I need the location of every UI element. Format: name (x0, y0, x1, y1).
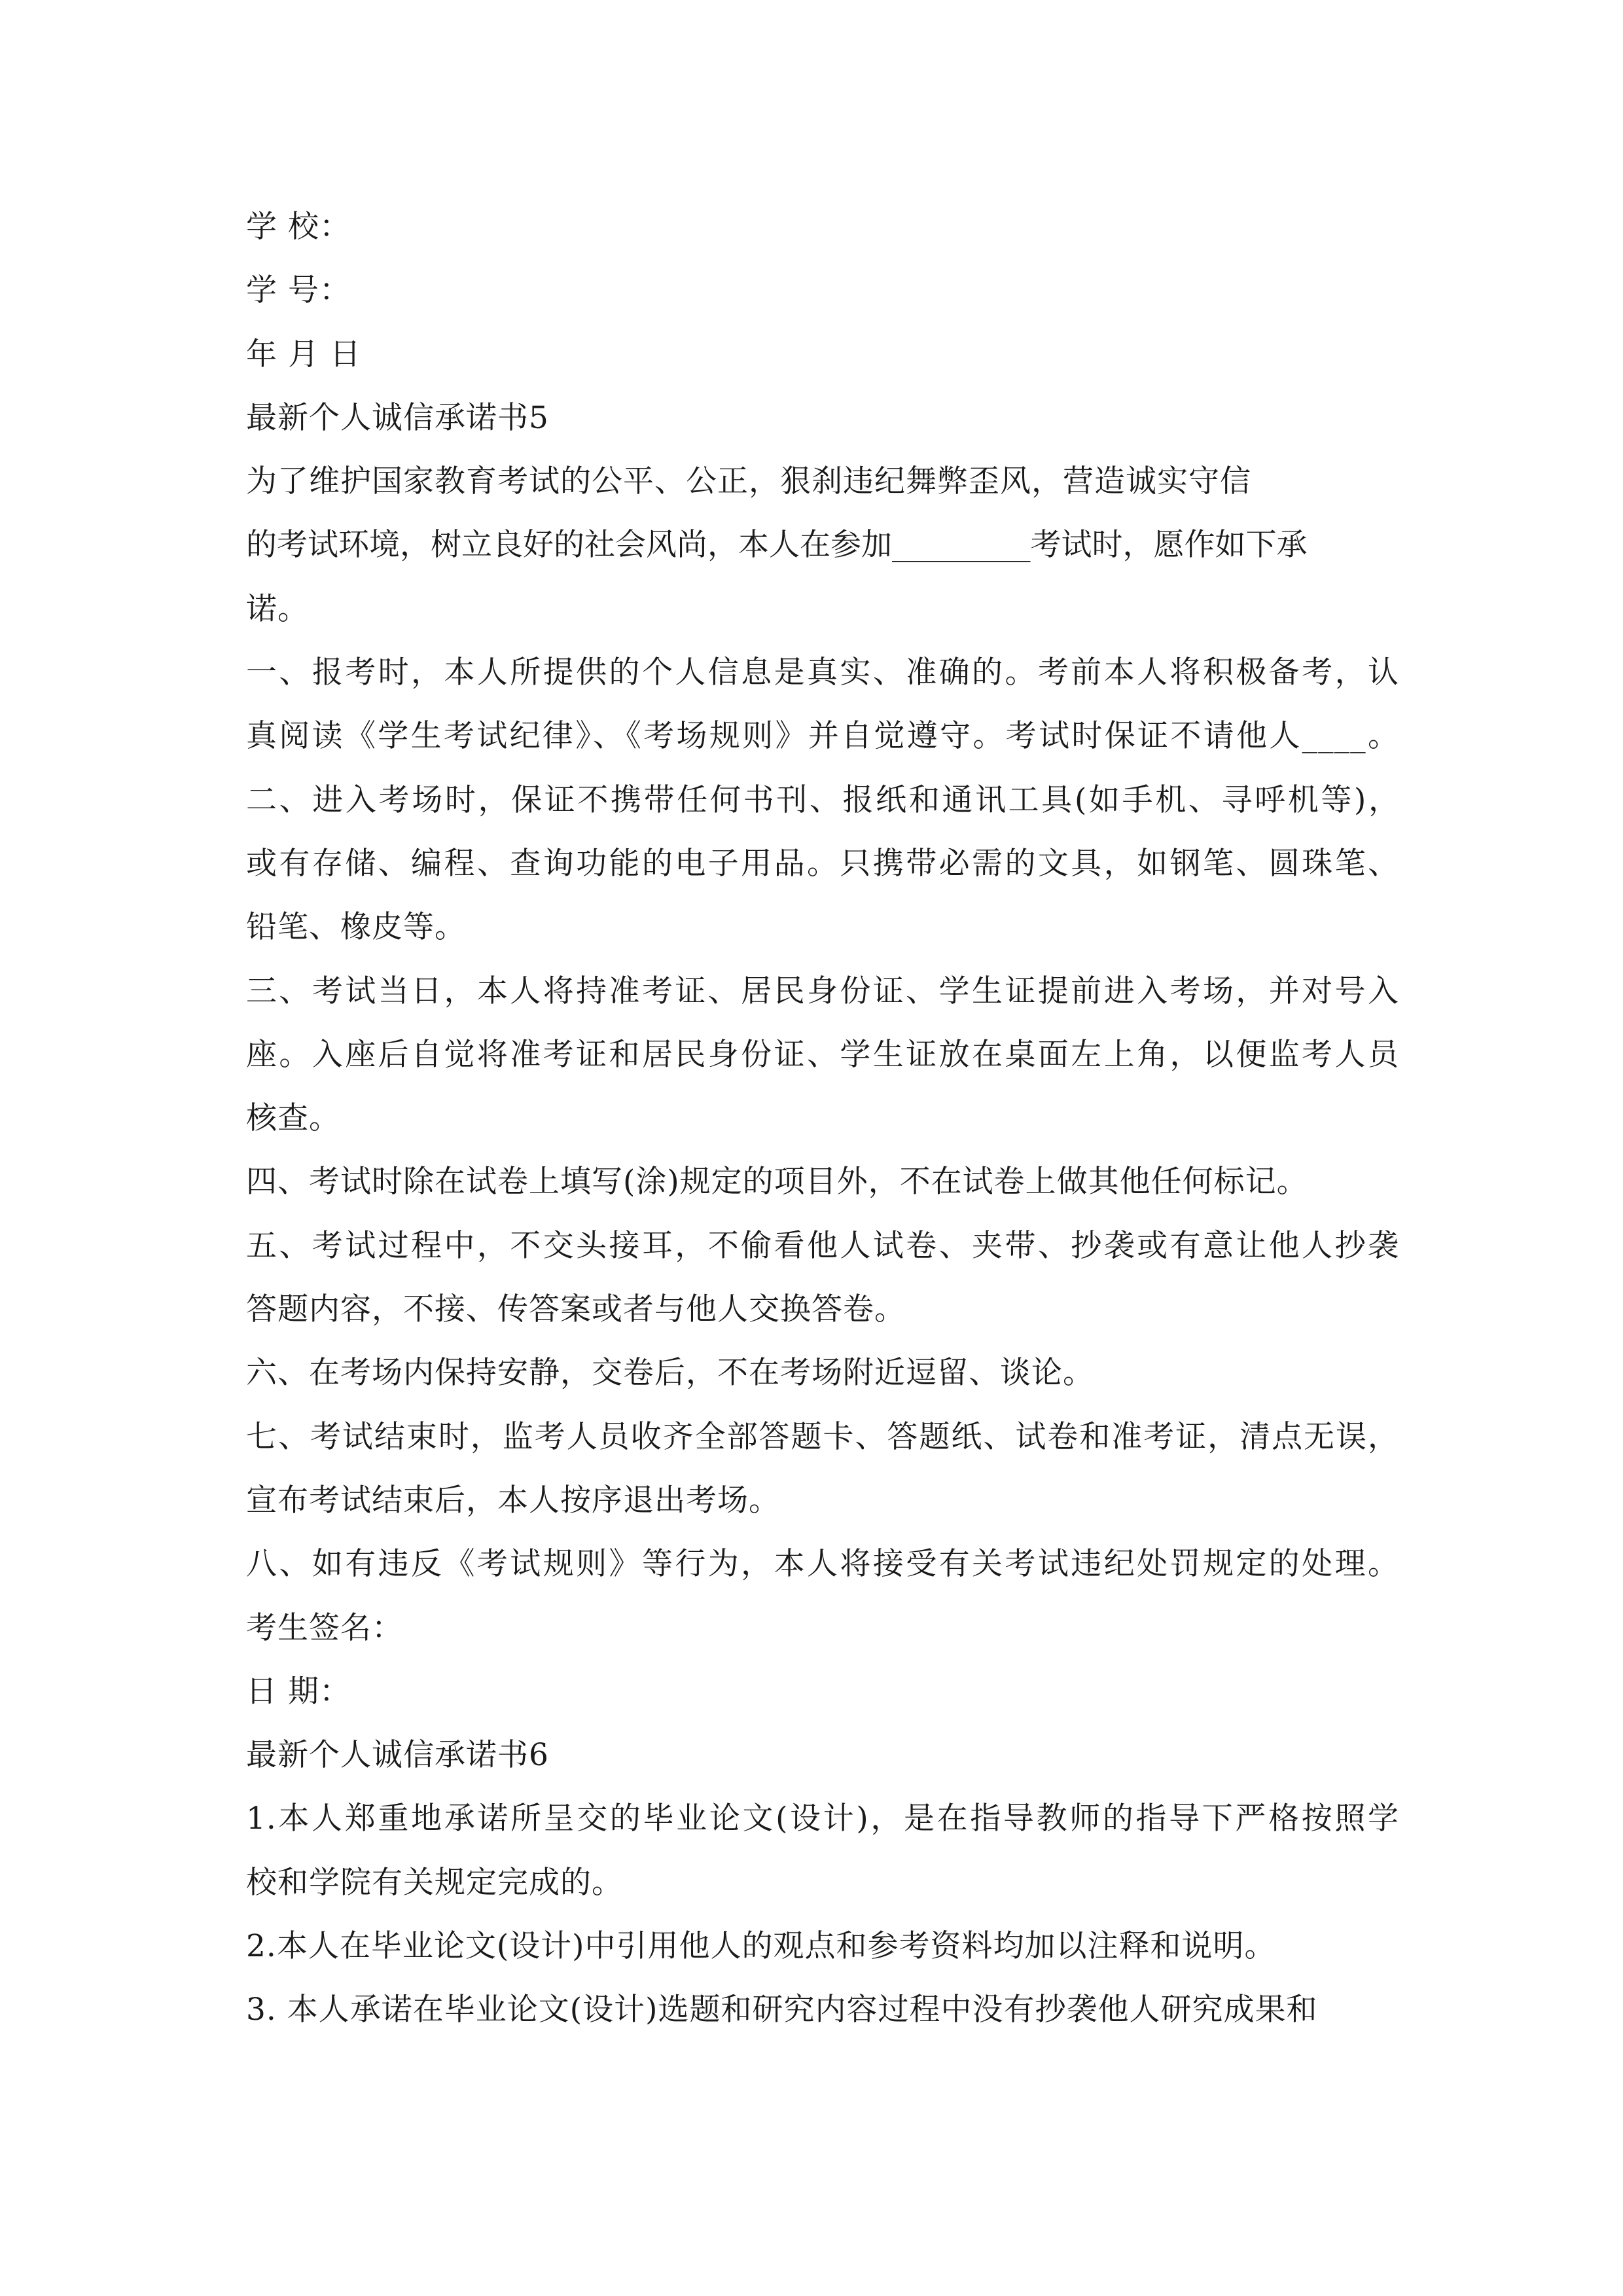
paragraph-line: 校和学院有关规定完成的。 (246, 1864, 623, 1901)
paragraph-line: 二、进入考场时，保证不携带任何书刊、报纸和通讯工具(如手机、寻呼机等)， (246, 781, 1399, 818)
paragraph-line: 五、考试过程中，不交头接耳，不偷看他人试卷、夹带、抄袭或有意让他人抄袭 (246, 1227, 1399, 1264)
paragraph-line: 3. 本人承诺在毕业论文(设计)选题和研究内容过程中没有抄袭他人研究成果和 (246, 1992, 1318, 2028)
paragraph-line: 宣布考试结束后，本人按序退出考场。 (246, 1482, 780, 1518)
paragraph-line: 核查。 (246, 1100, 340, 1137)
date-field-label: 年 月 日 (246, 336, 361, 372)
paragraph-line: 六、在考场内保持安静，交卷后，不在考场附近逗留、谈论。 (246, 1355, 1094, 1391)
school-field-label: 学 校： (246, 209, 351, 245)
section-title-5: 最新个人诚信承诺书5 (246, 399, 549, 436)
paragraph-line: 真阅读《学生考试纪律》、《考场规则》并自觉遵守。考试时保证不请他人____。 (246, 718, 1399, 755)
paragraph-line: 铅笔、橡皮等。 (246, 909, 466, 946)
paragraph-line: 七、考试结束时，监考人员收齐全部答题卡、答题纸、试卷和准考证，清点无误， (246, 1418, 1399, 1455)
paragraph-line: 或有存储、编程、查询功能的电子用品。只携带必需的文具，如钢笔、圆珠笔、 (246, 845, 1399, 882)
student-id-field-label: 学 号： (246, 272, 351, 309)
section-title-6: 最新个人诚信承诺书6 (246, 1737, 549, 1774)
document-body (246, 195, 1411, 2042)
paragraph-line: 四、考试时除在试卷上填写(涂)规定的项目外，不在试卷上做其他任何标记。 (246, 1164, 1308, 1200)
paragraph-line: 诺。 (246, 590, 309, 627)
paragraph-line: 三、考试当日，本人将持准考证、居民身份证、学生证提前进入考场，并对号入 (246, 973, 1399, 1009)
paragraph-line: 一、报考时，本人所提供的个人信息是真实、准确的。考前本人将积极备考，认 (246, 655, 1399, 691)
paragraph-line: 答题内容，不接、传答案或者与他人交换答卷。 (246, 1291, 906, 1328)
signature-field-label: 考生签名： (246, 1609, 403, 1646)
paragraph-line: 座。入座后自觉将准考证和居民身份证、学生证放在桌面左上角，以便监考人员 (246, 1036, 1399, 1073)
paragraph-line: 八、如有违反《考试规则》等行为，本人将接受有关考试违纪处罚规定的处理。 (246, 1546, 1399, 1583)
paragraph-line: 2.本人在毕业论文(设计)中引用他人的观点和参考资料均加以注释和说明。 (246, 1928, 1276, 1965)
sign-date-field-label: 日 期： (246, 1673, 351, 1710)
paragraph-line: 为了维护国家教育考试的公平、公正，狠刹违纪舞弊歪风，营造诚实守信 (246, 463, 1251, 500)
paragraph-line: 的考试环境，树立良好的社会风尚，本人在参加_________考试时，愿作如下承 (246, 527, 1308, 564)
paragraph-line: 1.本人郑重地承诺所呈交的毕业论文(设计)，是在指导教师的指导下严格按照学 (246, 1801, 1399, 1837)
